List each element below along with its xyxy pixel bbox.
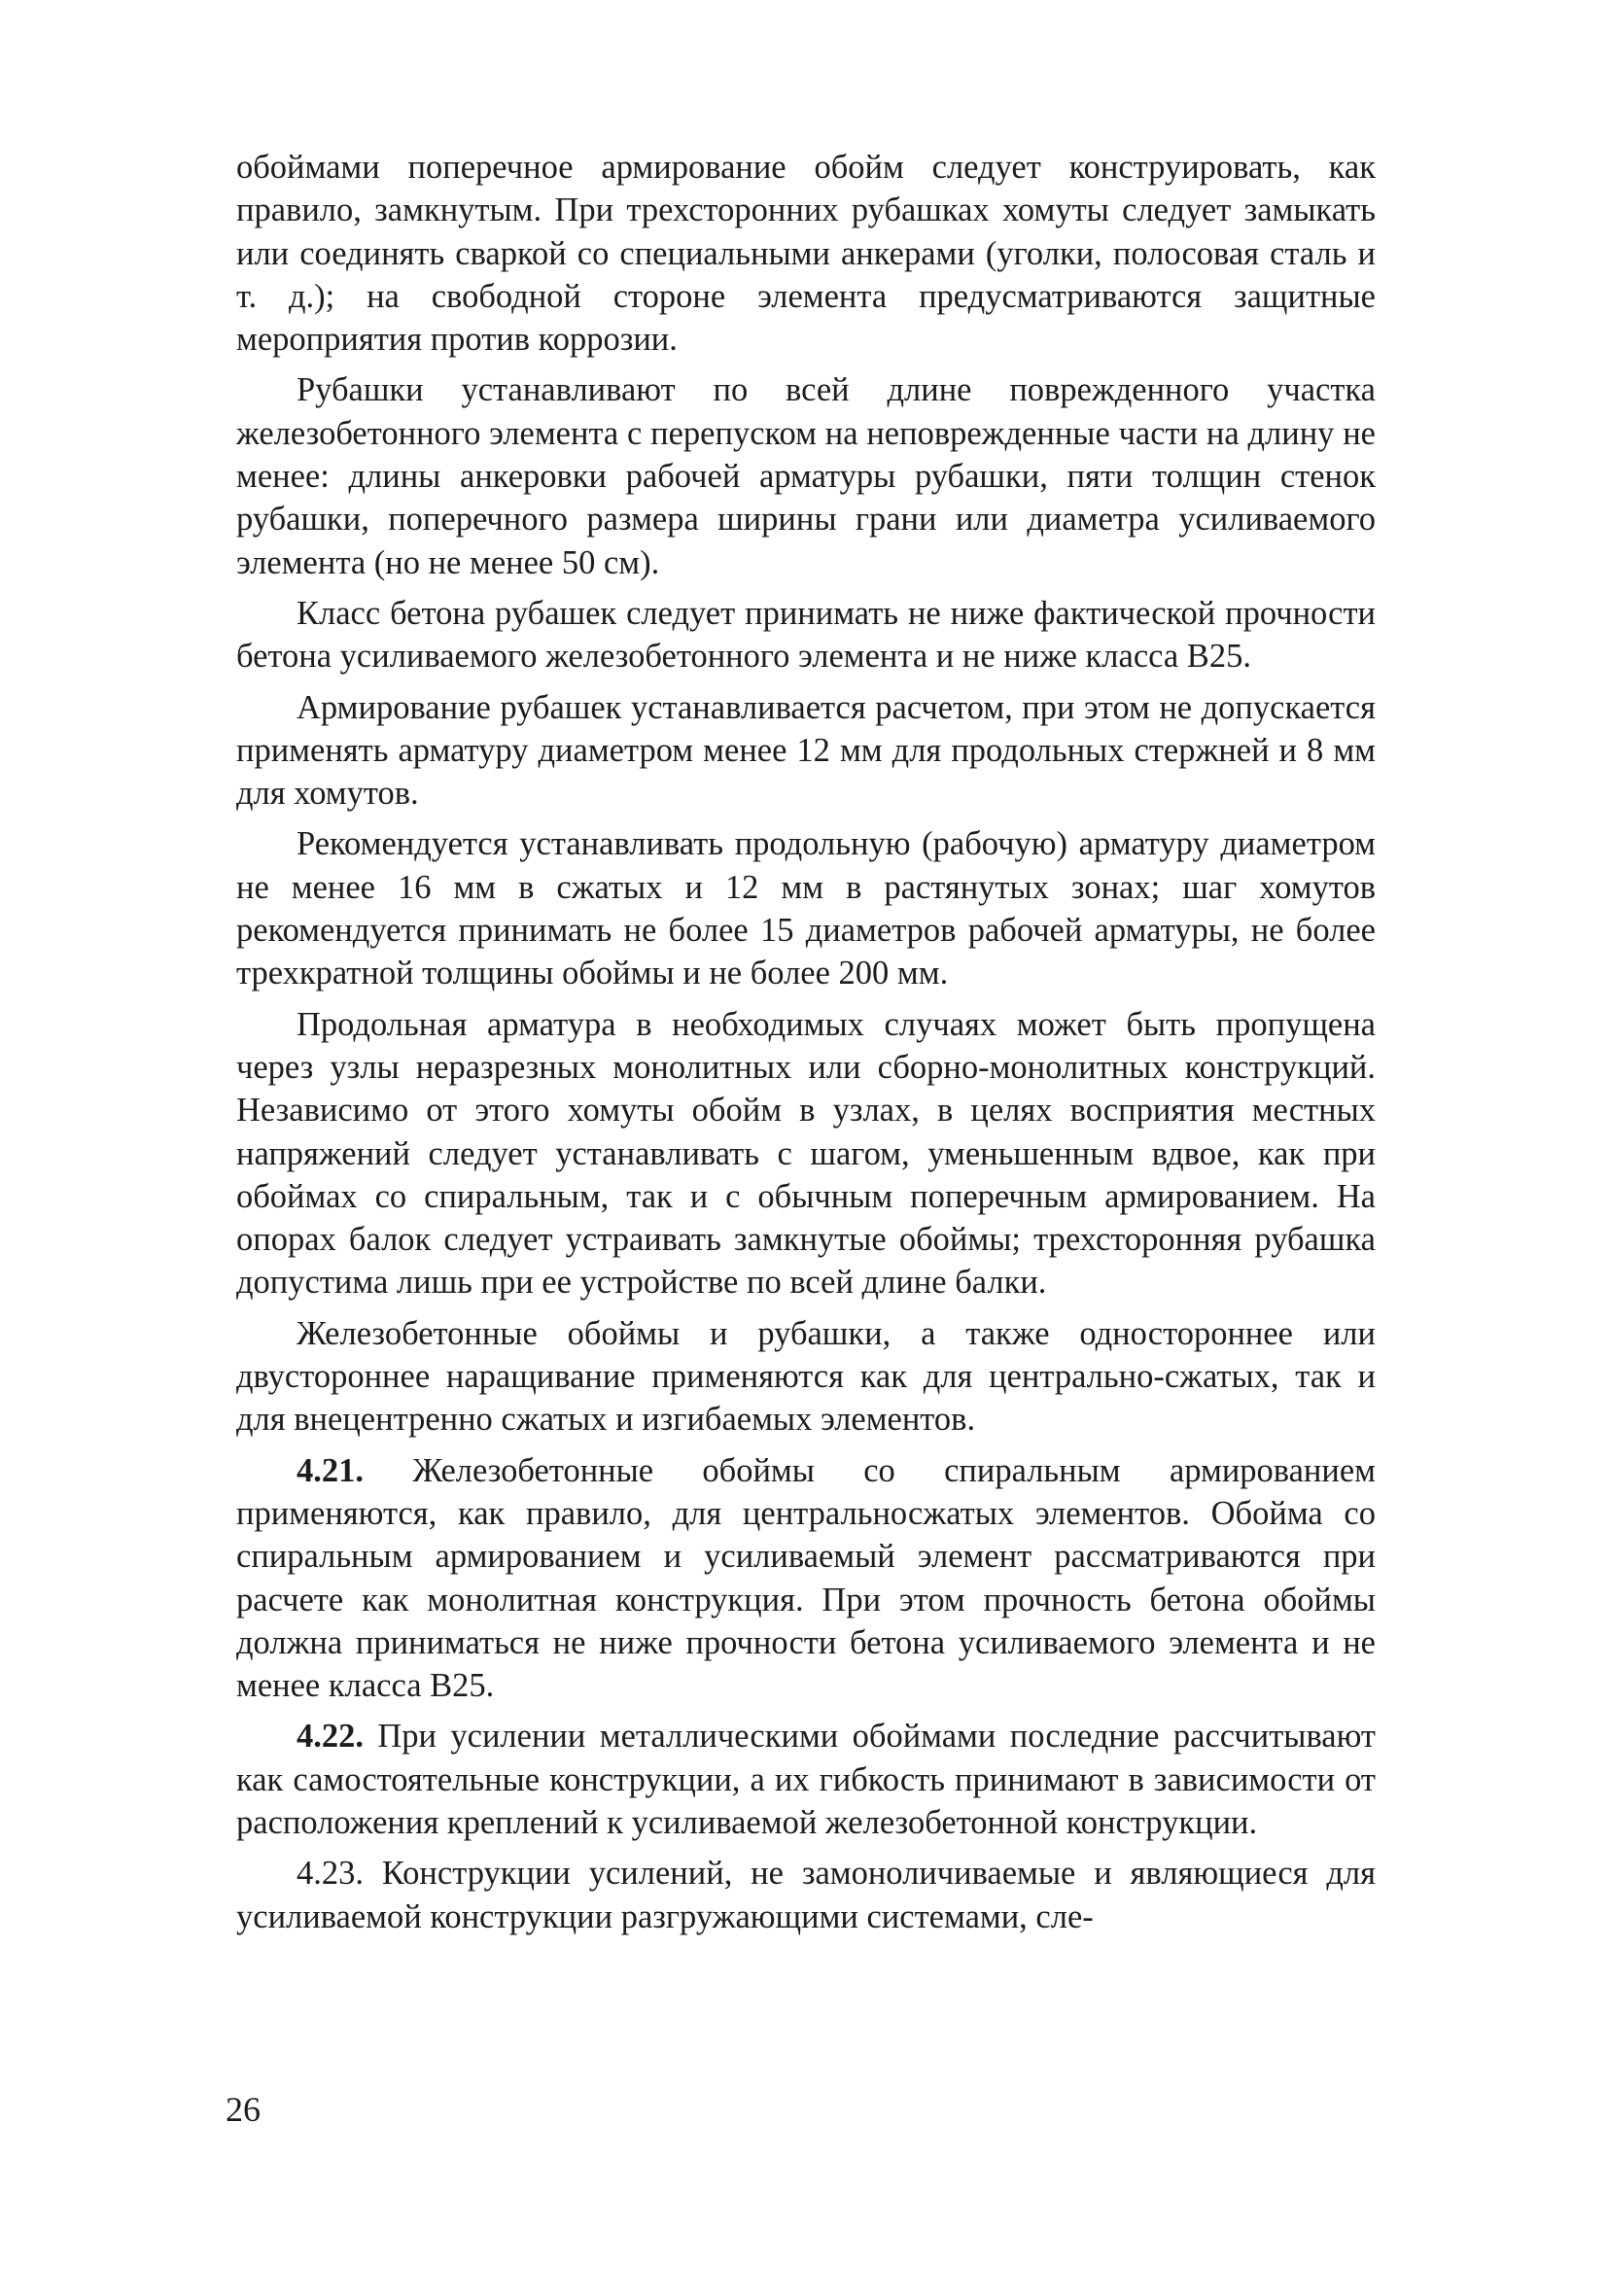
paragraph-jacket-reinforcement xyxy=(236,686,1376,816)
paragraph-text: При усилении металлическими обоймами последние рассчитывают как самостоятельные конструкции, а их гибкость принимают в зависимости от расположения креплений к усиливаемой железобетонной конструкции. xyxy=(236,1718,1376,1841)
section-number: 4.22. xyxy=(297,1718,364,1756)
paragraph-text: Железобетонные обоймы и рубашки, а также одностороннее или двустороннее наращивание применяются как для центрально-сжатых, так и для внецентренно сжатых и изгибаемых элементов. xyxy=(236,1314,1376,1439)
paragraph-jacket-length xyxy=(236,368,1376,583)
paragraph-text: Железобетонные обоймы со спиральным армированием применяются, как правило, для центральносжатых элементов. Обойма со спиральным армированием и усиливаемый элемент рассматриваются при расчете как монолитная конструкция. При этом прочность бетона обоймы должна приниматься не ниже прочности бетона усиливаемого элемента и не менее класса В25. xyxy=(236,1451,1376,1705)
paragraph-text: Рекомендуется устанавливать продольную (рабочую) арматуру диаметром не менее 16 мм в сжатых и 12 мм в растянутых зонах; шаг хомутов рекомендуется принимать не более 15 диаметров рабочей арматуры, не более трехкратной толщины обоймы и не более 200 мм. xyxy=(236,825,1376,992)
section-4-21 xyxy=(236,1449,1376,1708)
paragraph-text: Рубашки устанавливают по всей длине поврежденного участка железобетонного элемента с перепуском на неповрежденные части на длину не менее: длины анкеровки рабочей арматуры рубашки, пяти толщин стенок рубашки, поперечного размера ширины грани или диаметра усиливаемого элемента (но не менее 50 см). xyxy=(236,371,1376,581)
paragraph-longitudinal-rebar xyxy=(236,822,1376,994)
paragraph-text: обоймами поперечное армирование обойм следует конструировать, как правило, замкнутым. При трехсторонних рубашках хомуты следует замыкать или соединять сваркой со специальными анкерами (уголки, полосовая сталь и т. д.); на свободной стороне элемента предусматриваются защитные мероприятия против коррозии. xyxy=(236,149,1376,359)
paragraph-concrete-class xyxy=(236,592,1376,678)
paragraph-reinforcement-closure xyxy=(236,146,1376,361)
section-4-23 xyxy=(236,1852,1376,1938)
paragraph-text: Армирование рубашек устанавливается расчетом, при этом не допускается применять арматуру диаметром менее 12 мм для продольных стержней и 8 мм для хомутов. xyxy=(236,688,1376,813)
paragraph-text: Продольная арматура в необходимых случаях может быть пропущена через узлы неразрезных монолитных или сборно-монолитных конструкций. Независимо от этого хомуты обойм в узлах, в целях восприятия местных напряжений следует устанавливать с шагом, уменьшенным вдвое, как при обоймах со спиральным, так и с обычным поперечным армированием. На опорах балок следует устраивать замкнутые обоймы; трехсторонняя рубашка допустима лишь при ее устройстве по всей длине балки. xyxy=(236,1005,1376,1302)
body-text xyxy=(236,146,1376,1938)
section-number: 4.23. xyxy=(297,1855,364,1893)
section-number: 4.21. xyxy=(297,1451,364,1489)
paragraph-rebar-through-joints xyxy=(236,1003,1376,1305)
page-number: 26 xyxy=(226,2090,261,2129)
paragraph-text: Класс бетона рубашек следует принимать не ниже фактической прочности бетона усиливаемого железобетонного элемента и не ниже класса В25. xyxy=(236,594,1376,676)
paragraph-jacket-application xyxy=(236,1312,1376,1442)
section-4-22 xyxy=(236,1715,1376,1844)
paragraph-text: Конструкции усилений, не замоноличиваемые и являющиеся для усиливаемой конструкции разгружающими системами, сле- xyxy=(236,1855,1377,1935)
